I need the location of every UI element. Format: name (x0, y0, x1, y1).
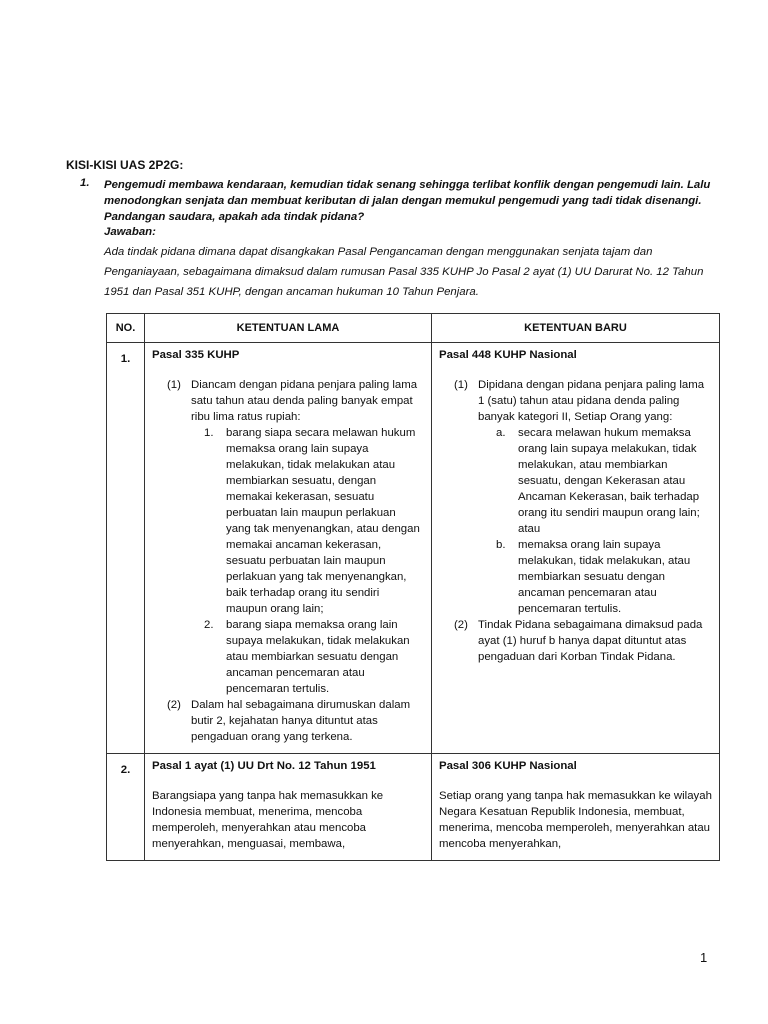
question-number: 1. (80, 177, 90, 189)
section-title: Pasal 448 KUHP Nasional (439, 349, 577, 361)
paragraph (454, 377, 712, 425)
list-item-text: memaksa orang lain supaya melakukan, tidak melakukan, atau membiarkan sesuatu dengan ancaman pencemaran atau pencemaran tertulis. (518, 539, 691, 615)
comparison-table (106, 313, 720, 861)
table-row (107, 754, 720, 861)
paragraph-text: Tindak Pidana sebagaimana dimaksud pada ayat (1) huruf b hanya dapat dituntut atas pengaduan dari Korban Tindak Pidana. (478, 619, 703, 663)
row-number: 1. (107, 343, 145, 754)
list-item-number: a. (496, 427, 506, 439)
table-header-row (107, 314, 720, 343)
list-item (204, 425, 420, 617)
list-item-text: secara melawan hukum memaksa orang lain supaya melakukan, tidak melakukan, atau membiarkan sesuatu, dengan Kekerasan atau Ancaman Kekerasan, baik terhadap orang itu sendiri maupun orang lain; atau (518, 427, 700, 535)
question-text: Pengemudi membawa kendaraan, kemudian tidak senang sehingga terlibat konflik dengan pengemudi lain. Lalu menodongkan senjata dan membuat keributan di jalan dengan memukul pengemudi yang tadi tidak disenangi. Pandangan saudara, apakah ada tindak pidana? (104, 179, 711, 223)
list-item-text: barang siapa memaksa orang lain supaya melakukan, tidak melakukan atau membiarkan sesuatu dengan ancaman pencemaran atau pencemaran tertulis. (226, 619, 410, 695)
paragraph-number: (1) (167, 379, 181, 391)
paragraph-number: (2) (454, 619, 468, 631)
list-item (496, 425, 706, 537)
list-item (204, 617, 420, 697)
list-item-text: barang siapa secara melawan hukum memaksa orang lain supaya melakukan, tidak melakukan atau membiarkan sesuatu, dengan memakai kekerasan, sesuatu perbuatan lain maupun perlakuan yang tak menyenangkan, atau dengan memakai ancaman kekerasan, sesuatu perbuatan lain maupun perlakuan yang tak menyenangkan, baik terhadap orang itu sendiri maupun orang lain; (226, 427, 420, 615)
question-body (104, 177, 720, 302)
header-no: NO. (107, 314, 145, 343)
cell-ketentuan-baru (432, 754, 720, 861)
paragraph-text: Dipidana dengan pidana penjara paling lama 1 (satu) tahun atau pidana denda paling banyak kategori II, Setiap Orang yang: (478, 379, 705, 423)
page-number: 1 (700, 950, 708, 965)
paragraph-number: (1) (454, 379, 468, 391)
paragraph-text: Dalam hal sebagaimana dirumuskan dalam butir 2, kejahatan hanya dituntut atas pengaduan orang yang terkena. (191, 699, 411, 743)
paragraph (167, 697, 424, 745)
section-title: Pasal 335 KUHP (152, 349, 240, 361)
header-ketentuan-baru: KETENTUAN BARU (432, 314, 720, 343)
row-number: 2. (107, 754, 145, 861)
list-item (496, 537, 706, 617)
question-block (80, 177, 720, 302)
cell-ketentuan-lama (145, 343, 432, 754)
cell-ketentuan-baru (432, 343, 720, 754)
paragraph-number: (2) (167, 699, 181, 711)
header-ketentuan-lama: KETENTUAN LAMA (145, 314, 432, 343)
table-row (107, 343, 720, 754)
paragraph-text: Diancam dengan pidana penjara paling lama satu tahun atau denda paling banyak empat ribu lima ratus rupiah: (191, 379, 418, 423)
list-item-number: 1. (204, 427, 214, 439)
cell-text: Barangsiapa yang tanpa hak memasukkan ke Indonesia membuat, menerima, mencoba memperoleh, menyerahkan atau mencoba menyerahkan, menguasai, membawa, (152, 790, 384, 850)
document-heading: KISI-KISI UAS 2P2G: (66, 158, 184, 172)
cell-ketentuan-lama (145, 754, 432, 861)
cell-text: Setiap orang yang tanpa hak memasukkan ke wilayah Negara Kesatuan Republik Indonesia, membuat, menerima, mencoba memperoleh, menyerahkan atau mencoba menyerahkan, (439, 790, 712, 850)
answer-label: Jawaban: (104, 226, 156, 238)
list-item-number: 2. (204, 619, 214, 631)
section-title: Pasal 306 KUHP Nasional (439, 760, 577, 772)
section-title: Pasal 1 ayat (1) UU Drt No. 12 Tahun 1951 (152, 760, 376, 772)
paragraph (167, 377, 424, 425)
paragraph (454, 617, 712, 665)
answer-text: Ada tindak pidana dimana dapat disangkakan Pasal Pengancaman dengan menggunakan senjata tajam dan Penganiayaan, sebagaimana dimaksud dalam rumusan Pasal 335 KUHP Jo Pasal 2 ayat (1) UU Darurat No. 12 Tahun 1951 dan Pasal 351 KUHP, dengan ancaman hukuman 10 Tahun Penjara. (104, 246, 704, 298)
list-item-number: b. (496, 539, 506, 551)
